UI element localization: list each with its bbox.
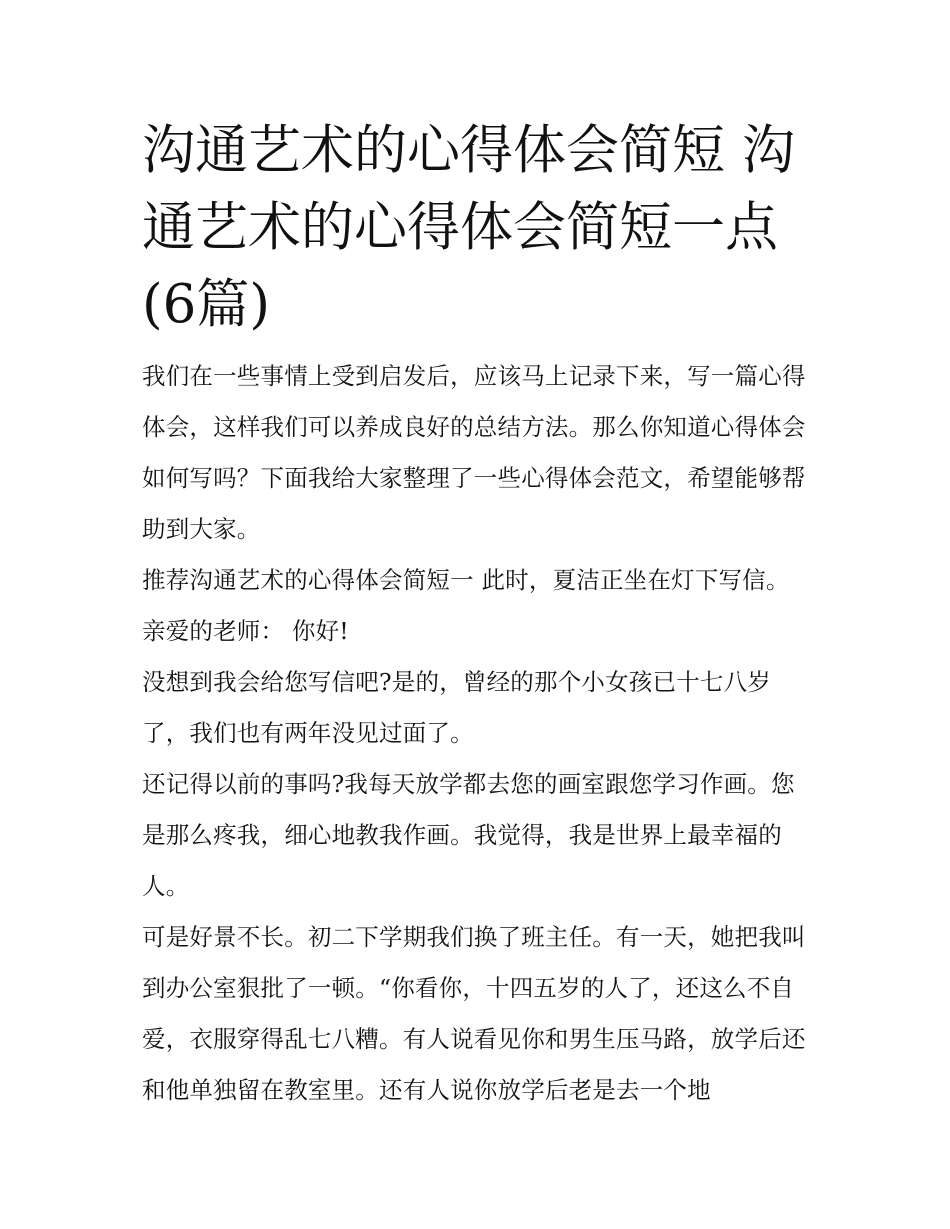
paragraph-intro: 我们在一些事情上受到启发后，应该马上记录下来，写一篇心得体会，这样我们可以养成良好的总结方法。那么你知道心得体会如何写吗？下面我给大家整理了一些心得体会范文，希望能够帮助到大家。 bbox=[142, 362, 806, 543]
paragraph-memories: 还记得以前的事吗?我每天放学都去您的画室跟您学习作画。您是那么疼我，细心地教我作画。我觉得，我是世界上最幸福的人。 bbox=[142, 770, 795, 900]
paragraph-letter-opening: 推荐沟通艺术的心得体会简短一 此时，夏洁正坐在灯下写信。 亲爱的老师： 你好! bbox=[142, 566, 790, 645]
paragraph-new-teacher: 可是好景不长。初二下学期我们换了班主任。有一天，她把我叫到办公室狠批了一顿。“你看你，十四五岁的人了，还这么不自爱，衣服穿得乱七八糟。有人说看见你和男生压马路，放学后还和他单独留在教室里。还有人说你放学后老是去一个地 bbox=[142, 923, 806, 1104]
document-body bbox=[142, 112, 814, 1116]
paragraph-surprise: 没想到我会给您写信吧?是的，曾经的那个小女孩已十七八岁了，我们也有两年没见过面了。 bbox=[142, 668, 771, 747]
document-title: 沟通艺术的心得体会简短 沟通艺术的心得体会简短一点(6篇) bbox=[142, 120, 795, 335]
